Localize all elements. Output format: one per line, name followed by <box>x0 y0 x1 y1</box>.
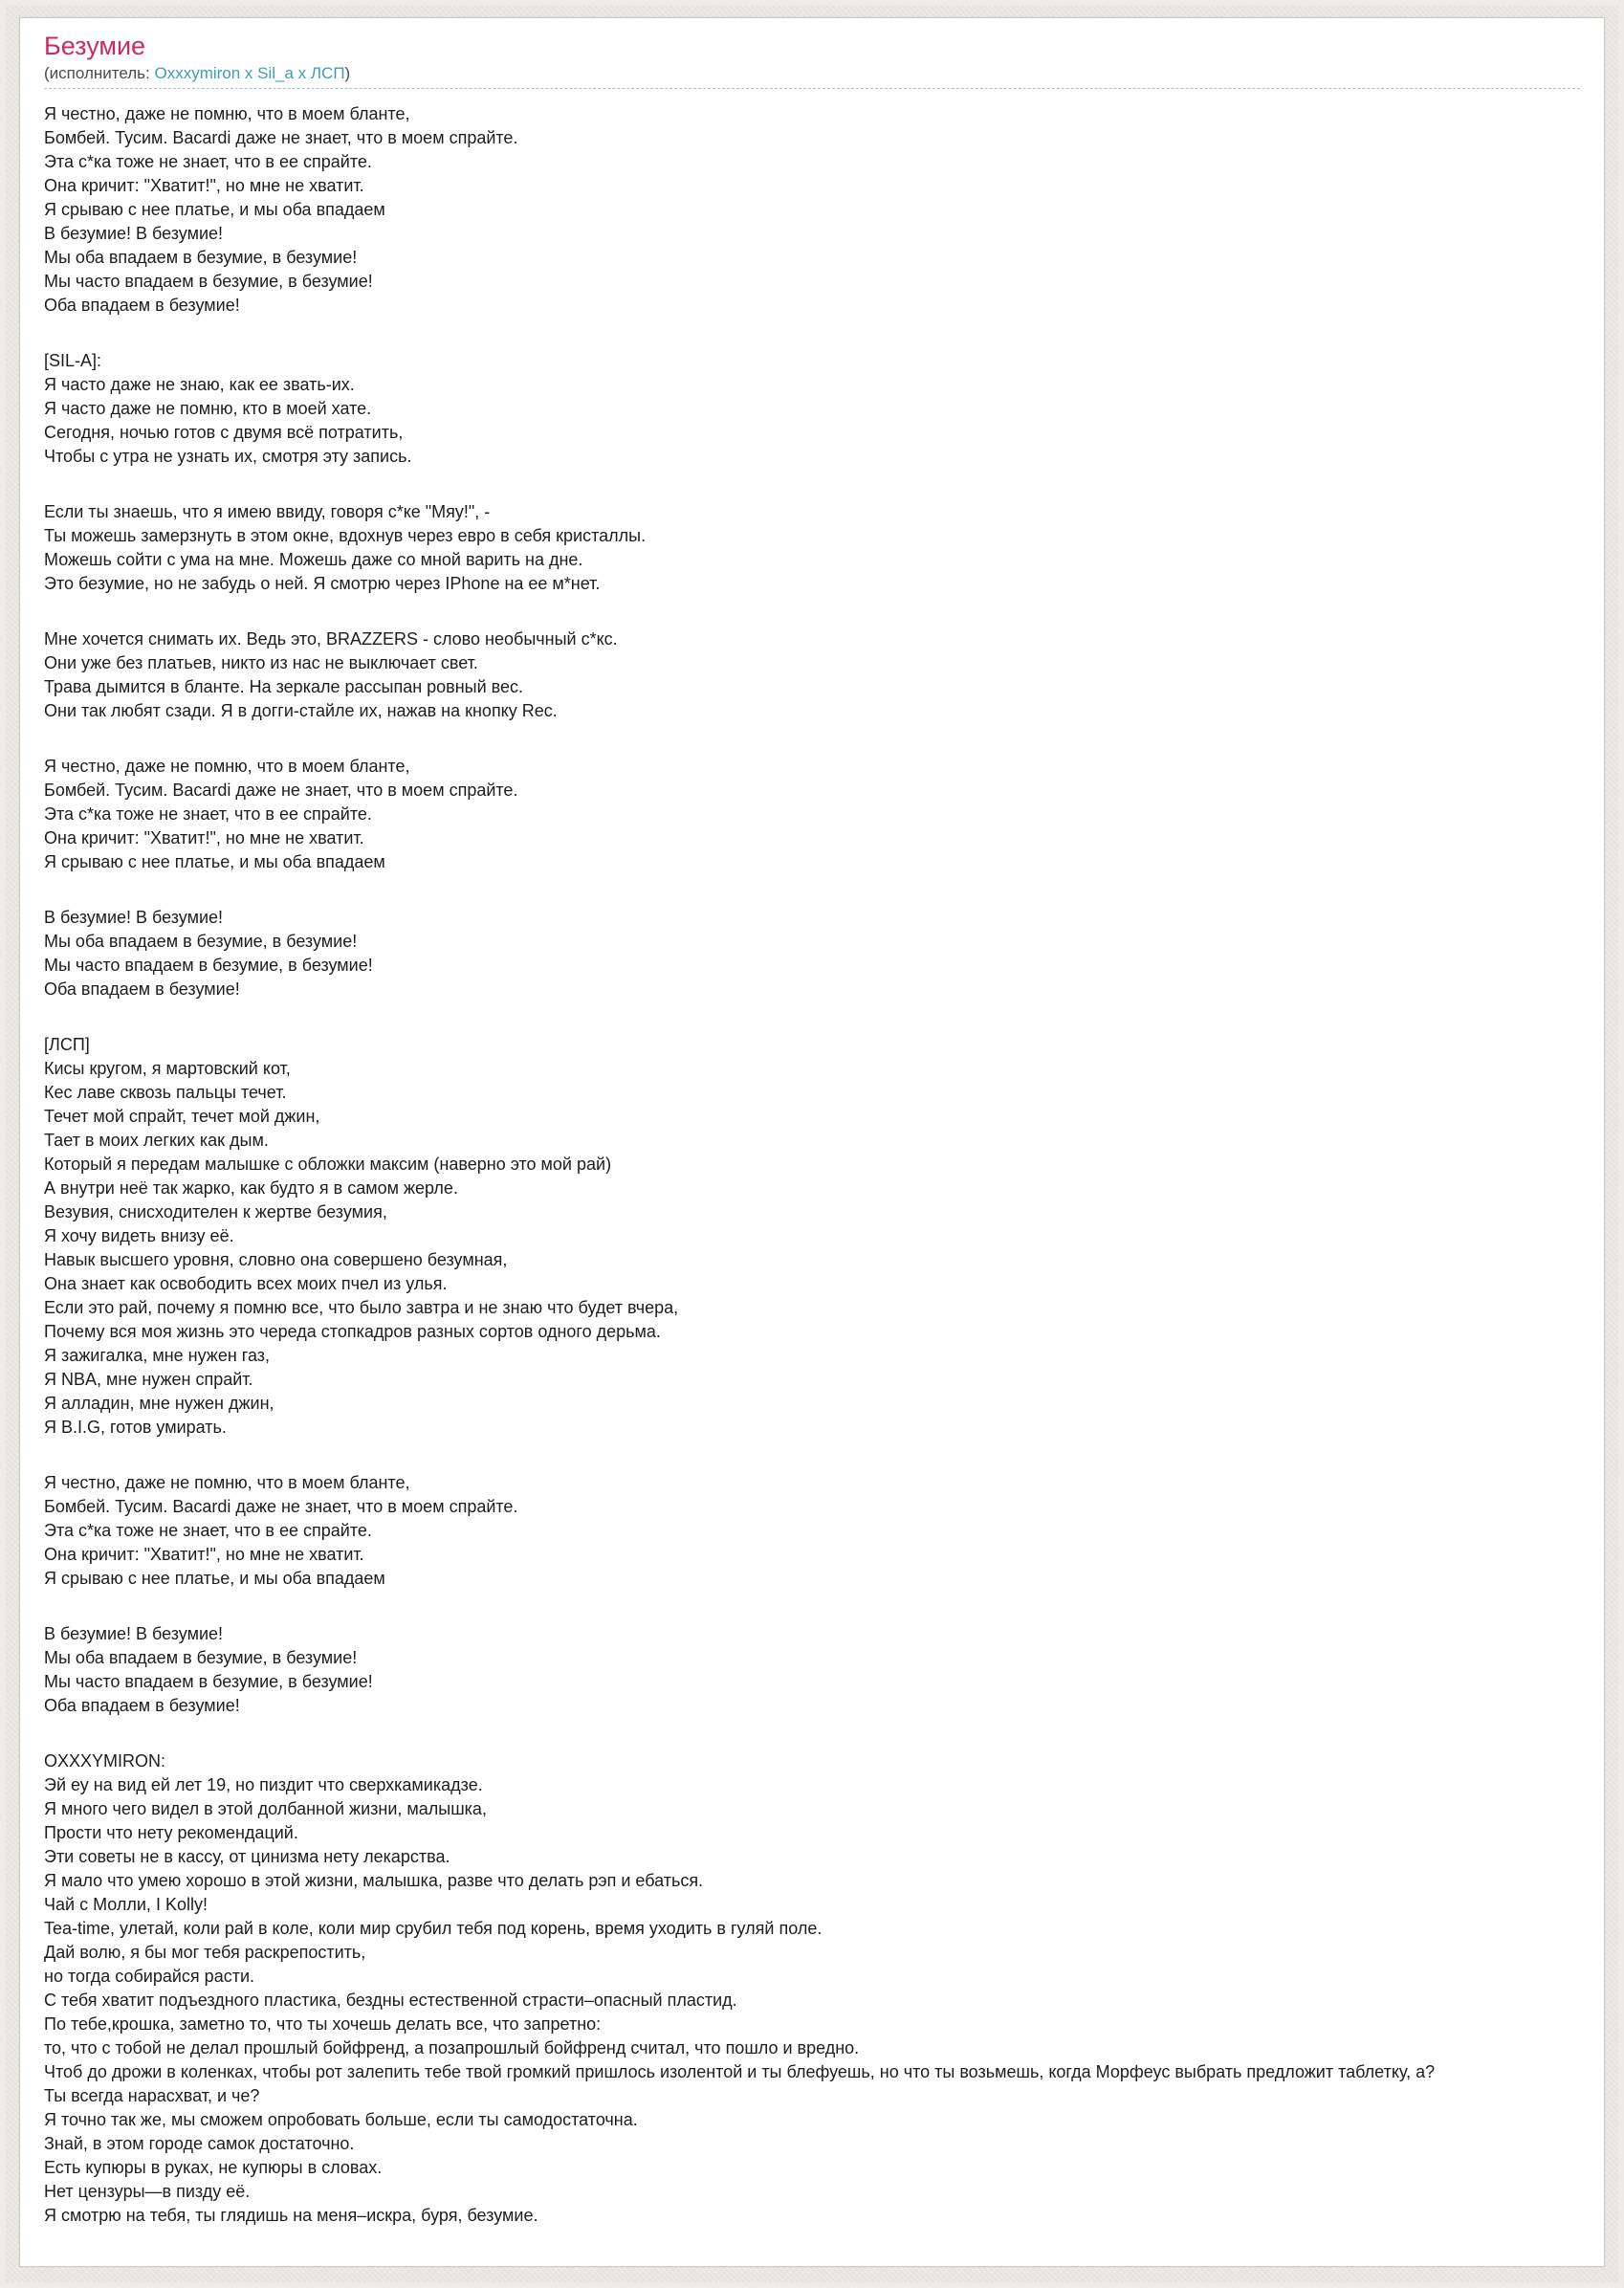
stanza <box>44 755 1580 874</box>
performer-label: (исполнитель: <box>44 64 155 82</box>
lyric-line: Они уже без платьев, никто из нас не выключает свет. <box>44 653 478 672</box>
stanza <box>44 1749 1580 2228</box>
lyric-line: Эй еу на вид ей лет 19, но пиздит что сверхкамикадзе. <box>44 1775 483 1794</box>
lyric-line: Тает в моих легких как дым. <box>44 1131 269 1150</box>
lyric-line: В безумие! В безумие! <box>44 224 224 243</box>
lyric-line: Мы оба впадаем в безумие, в безумие! <box>44 932 358 951</box>
lyric-line: В безумие! В безумие! <box>44 908 224 927</box>
lyric-line: [ЛСП] <box>44 1035 90 1054</box>
lyric-line: Она кричит: "Хватит!", но мне не хватит. <box>44 1545 364 1564</box>
stanza <box>44 627 1580 723</box>
lyric-line: Я честно, даже не помню, что в моем бланте, <box>44 757 410 776</box>
lyric-line: Мы часто впадаем в безумие, в безумие! <box>44 1672 373 1691</box>
lyric-line: Эти советы не в кассу, от цинизма нету лекарства. <box>44 1847 450 1866</box>
lyric-line: Ты всегда нарасхват, и че? <box>44 2086 260 2105</box>
lyric-line: Течет мой спрайт, течет мой джин, <box>44 1107 320 1126</box>
stanza <box>44 1622 1580 1718</box>
lyric-line: Который я передам малышке с обложки максим (наверно это мой рай) <box>44 1155 612 1174</box>
lyric-line: В безумие! В безумие! <box>44 1624 224 1643</box>
lyric-line: Бомбей. Тусим. Bacardi даже не знает, что в моем спрайте. <box>44 128 518 147</box>
lyric-line: Эта с*ка тоже не знает, что в ее спрайте. <box>44 804 372 824</box>
lyric-line: Оба впадаем в безумие! <box>44 979 240 999</box>
lyric-line: Сегодня, ночью готов с двумя всё потратить, <box>44 423 404 442</box>
lyric-line: Я срываю с нее платье, и мы оба впадаем <box>44 852 385 871</box>
lyric-line: Ты можешь замерзнуть в этом окне, вдохнув через евро в себя кристаллы. <box>44 526 647 545</box>
lyric-line: Оба впадаем в безумие! <box>44 1696 240 1715</box>
lyric-line: С тебя хватит подъездного пластика, бездны естественной страсти–опасный пластид. <box>44 1991 737 2010</box>
lyric-line: Навык высшего уровня, словно она совершено безумная, <box>44 1250 508 1269</box>
lyrics-card <box>19 17 1605 2267</box>
lyric-line: Эта с*ка тоже не знает, что в ее спрайте. <box>44 152 372 171</box>
lyric-line: Я честно, даже не помню, что в моем бланте, <box>44 104 410 123</box>
lyric-line: Они так любят сзади. Я в догги-стайле их, нажав на кнопку Rec. <box>44 701 558 720</box>
page-title: Безумие <box>44 32 146 60</box>
lyric-line: Мы часто впадаем в безумие, в безумие! <box>44 272 373 291</box>
song-header <box>44 30 1580 89</box>
lyric-line: Она кричит: "Хватит!", но мне не хватит. <box>44 828 364 847</box>
lyric-line: Я часто даже не знаю, как ее звать-их. <box>44 375 355 394</box>
lyric-line: OXXXYMIRON: <box>44 1751 166 1771</box>
lyric-line: Нет цензуры—в пизду её. <box>44 2182 251 2201</box>
lyric-line: Это безумие, но не забудь о ней. Я смотрю через IPhone на ее м*нет. <box>44 574 601 593</box>
lyrics <box>44 102 1580 2228</box>
lyric-line: Я хочу видеть внизу её. <box>44 1226 234 1245</box>
lyric-line: Я честно, даже не помню, что в моем бланте, <box>44 1473 410 1492</box>
lyric-line: Есть купюры в руках, не купюры в словах. <box>44 2158 383 2177</box>
lyric-line: Кес лаве сквозь пальцы течет. <box>44 1083 287 1102</box>
lyric-line: Мне хочется снимать их. Ведь это, BRAZZERS - слово необычный с*кс. <box>44 629 618 649</box>
lyric-line: Я часто даже не помню, кто в моей хате. <box>44 399 372 418</box>
lyric-line: Tea-time, улетай, коли рай в коле, коли мир срубил тебя под корень, время уходить в гуляй поле. <box>44 1919 823 1938</box>
lyric-line: Я срываю с нее платье, и мы оба впадаем <box>44 1569 385 1588</box>
performer-link[interactable]: Oxxxymiron x Sil_a x ЛСП <box>154 64 345 82</box>
stanza <box>44 102 1580 318</box>
lyric-line: Она знает как освободить всех моих пчел из улья. <box>44 1274 448 1293</box>
lyric-line: Знай, в этом городе самок достаточно. <box>44 2134 355 2153</box>
performer-line <box>44 62 1580 89</box>
performer-suffix: ) <box>344 64 351 82</box>
stanza <box>44 500 1580 596</box>
lyric-line: Я NBA, мне нужен спрайт. <box>44 1370 253 1389</box>
lyric-line: Почему вся моя жизнь это череда стопкадров разных сортов одного дерьма. <box>44 1322 661 1341</box>
lyric-line: Я мало что умею хорошо в этой жизни, малышка, разве что делать рэп и ебаться. <box>44 1871 704 1890</box>
lyric-line: Если это рай, почему я помню все, что было завтра и не знаю что будет вчера, <box>44 1298 679 1317</box>
lyric-line: Оба впадаем в безумие! <box>44 296 240 315</box>
lyric-line: Я точно так же, мы сможем опробовать больше, если ты самодостаточна. <box>44 2110 638 2129</box>
lyric-line: Кисы кругом, я мартовский кот, <box>44 1059 291 1078</box>
lyric-line: Везувия, снисходителен к жертве безумия, <box>44 1202 387 1221</box>
lyric-line: Она кричит: "Хватит!", но мне не хватит. <box>44 176 364 195</box>
lyric-line: Чтоб до дрожи в коленках, чтобы рот залепить тебе твой громкий пришлось изолентой и ты блефуешь, но что ты возьмешь, когда Морфеус выбрать предложит таблетку, а? <box>44 2062 1436 2081</box>
stanza <box>44 1033 1580 1440</box>
lyric-line: Если ты знаешь, что я имею ввиду, говоря с*ке "Мяу!", - <box>44 502 491 521</box>
stanza <box>44 1471 1580 1591</box>
lyric-line: Чай с Молли, I Kolly! <box>44 1895 208 1914</box>
lyric-line: Я B.I.G, готов умирать. <box>44 1418 227 1437</box>
lyric-line: Трава дымится в бланте. На зеркале рассыпан ровный вес. <box>44 677 524 696</box>
lyric-line: Бомбей. Тусим. Bacardi даже не знает, что в моем спрайте. <box>44 781 518 800</box>
lyric-line: Прости что нету рекомендаций. <box>44 1823 298 1842</box>
lyric-line: Можешь сойти с ума на мне. Можешь даже со мной варить на дне. <box>44 550 583 569</box>
lyric-line: [SIL-A]: <box>44 351 102 370</box>
lyric-line: но тогда собирайся расти. <box>44 1967 254 1986</box>
lyric-line: Бомбей. Тусим. Bacardi даже не знает, что в моем спрайте. <box>44 1497 518 1516</box>
lyric-line: Чтобы с утра не узнать их, смотря эту запись. <box>44 447 412 466</box>
lyric-line: Мы оба впадаем в безумие, в безумие! <box>44 248 358 267</box>
lyric-line: А внутри неё так жарко, как будто я в самом жерле. <box>44 1178 458 1198</box>
lyric-line: По тебе,крошка, заметно то, что ты хочешь делать все, что запретно: <box>44 2014 602 2034</box>
stanza <box>44 349 1580 469</box>
lyric-line: Эта с*ка тоже не знает, что в ее спрайте. <box>44 1521 372 1540</box>
lyric-line: Я алладин, мне нужен джин, <box>44 1394 274 1413</box>
lyric-line: Дай волю, я бы мог тебя раскрепостить, <box>44 1943 366 1962</box>
lyric-line: Мы часто впадаем в безумие, в безумие! <box>44 956 373 975</box>
lyric-line: Мы оба впадаем в безумие, в безумие! <box>44 1648 358 1667</box>
lyric-line: Я срываю с нее платье, и мы оба впадаем <box>44 200 385 219</box>
lyric-line: то, что с тобой не делал прошлый бойфренд, а позапрошлый бойфренд считал, что пошло и вредно. <box>44 2038 860 2057</box>
lyric-line: Я смотрю на тебя, ты глядишь на меня–искра, буря, безумие. <box>44 2206 538 2225</box>
stanza <box>44 906 1580 1001</box>
lyric-line: Я много чего видел в этой долбанной жизни, малышка, <box>44 1799 487 1818</box>
lyric-line: Я зажигалка, мне нужен газ, <box>44 1346 271 1365</box>
